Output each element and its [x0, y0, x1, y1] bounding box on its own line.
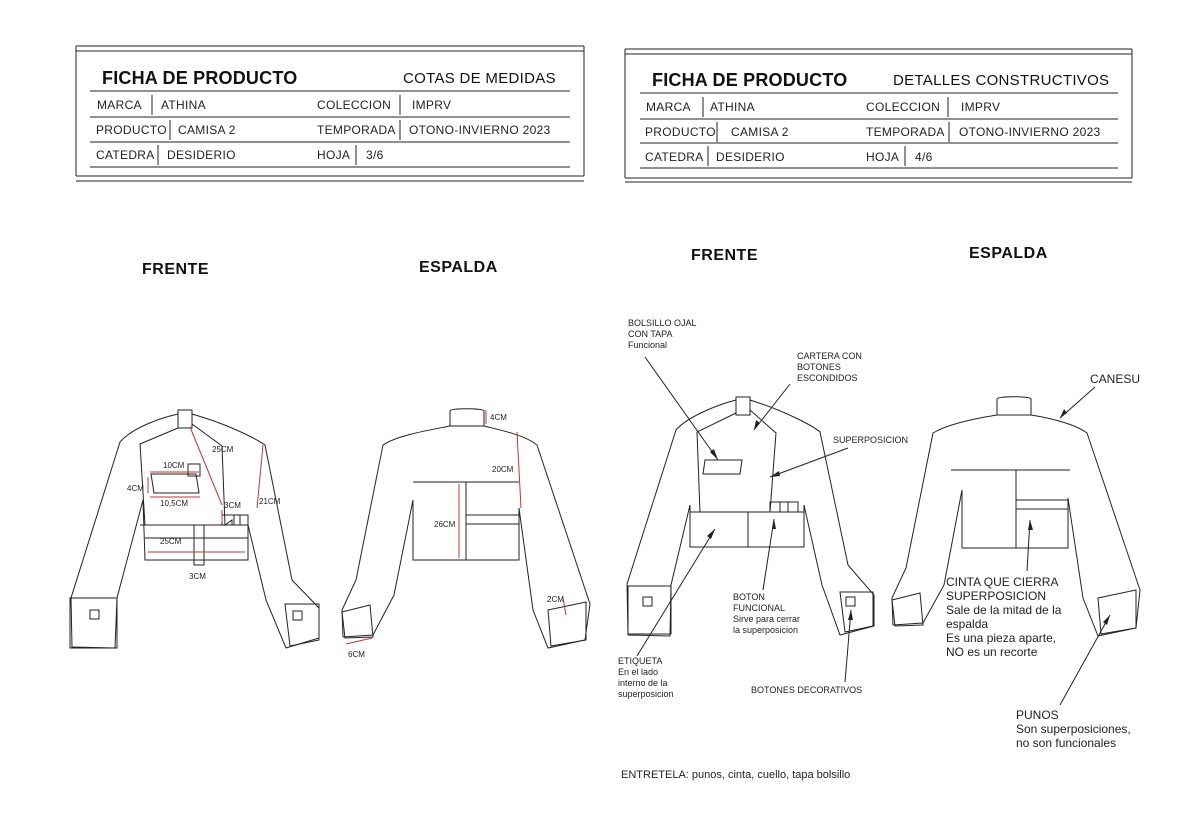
annotation-canesu: CANESU: [1090, 372, 1141, 386]
annotation-superposicion: SUPERPOSICION: [833, 435, 909, 445]
annotation-punos: PUNOS Son superposiciones, no son funcionales: [1016, 708, 1131, 750]
marca-value: ATHINA: [710, 100, 755, 114]
view-title-espalda-1: ESPALDA: [419, 259, 498, 276]
measure-label: 25CM: [160, 537, 182, 546]
annotation-boton: BOTON FUNCIONAL Sirve para cerrar la superposicion: [733, 592, 801, 635]
measure-label: 3CM: [224, 501, 241, 510]
sheet-subtitle: DETALLES CONSTRUCTIVOS: [893, 72, 1110, 89]
catedra-value: DESIDERIO: [167, 148, 236, 162]
producto-label: PRODUCTO: [96, 123, 167, 137]
shirt-front-measured: [70, 410, 319, 648]
annotation-bolsillo: BOLSILLO OJAL CON TAPA Funcional: [628, 318, 697, 350]
coleccion-label: COLECCION: [317, 98, 392, 112]
measure-label: 26CM: [434, 520, 456, 529]
annotation-cinta: CINTA QUE CIERRA SUPERPOSICION Sale de la mitad de la espalda Es una pieza aparte, NO es un recorte: [946, 575, 1062, 659]
measure-label: 25CM: [212, 445, 234, 454]
annotation-etiqueta: ETIQUETA En el lado interno de la superposicion: [618, 656, 674, 699]
measure-label: 10,5CM: [160, 499, 189, 508]
marca-value: ATHINA: [161, 98, 206, 112]
measure-label: 20CM: [492, 465, 514, 474]
shirt-back-measured: [342, 409, 590, 648]
sheet-subtitle: COTAS DE MEDIDAS: [403, 70, 556, 87]
hoja-label: HOJA: [866, 150, 900, 164]
coleccion-label: COLECCION: [866, 100, 941, 114]
catedra-label: CATEDRA: [645, 150, 704, 164]
sheet-title: FICHA DE PRODUCTO: [102, 68, 298, 88]
producto-value: CAMISA 2: [178, 123, 236, 137]
hoja-value: 4/6: [915, 150, 933, 164]
measure-label: 3CM: [189, 572, 206, 581]
temporada-value: OTONO-INVIERNO 2023: [409, 123, 551, 137]
measure-label: 21CM: [259, 497, 281, 506]
hoja-value: 3/6: [366, 148, 384, 162]
annotation-cartera: CARTERA CON BOTONES ESCONDIDOS: [797, 351, 862, 383]
temporada-label: TEMPORADA: [317, 123, 396, 137]
view-title-frente-1: FRENTE: [142, 261, 209, 278]
marca-label: MARCA: [646, 100, 691, 114]
view-title-frente-2: FRENTE: [691, 247, 758, 264]
producto-value: CAMISA 2: [731, 125, 789, 139]
coleccion-value: IMPRV: [412, 98, 452, 112]
measure-label: 10CM: [163, 461, 185, 470]
temporada-label: TEMPORADA: [866, 125, 945, 139]
temporada-value: OTONO-INVIERNO 2023: [959, 125, 1101, 139]
measure-label: 4CM: [127, 484, 144, 493]
measure-label: 2CM: [547, 595, 564, 604]
catedra-label: CATEDRA: [96, 148, 155, 162]
measure-label: 4CM: [490, 413, 507, 422]
marca-label: MARCA: [97, 98, 142, 112]
coleccion-value: IMPRV: [961, 100, 1001, 114]
sheet-title: FICHA DE PRODUCTO: [652, 70, 848, 90]
catedra-value: DESIDERIO: [716, 150, 785, 164]
measure-label: 6CM: [348, 650, 365, 659]
view-title-espalda-2: ESPALDA: [969, 245, 1048, 262]
hoja-label: HOJA: [317, 148, 351, 162]
producto-label: PRODUCTO: [645, 125, 716, 139]
shirt-front-measure-lines: [148, 427, 263, 552]
entretela-note: ENTRETELA: punos, cinta, cuello, tapa bolsillo: [621, 769, 851, 781]
annotation-botones-decorativos: BOTONES DECORATIVOS: [751, 685, 863, 695]
